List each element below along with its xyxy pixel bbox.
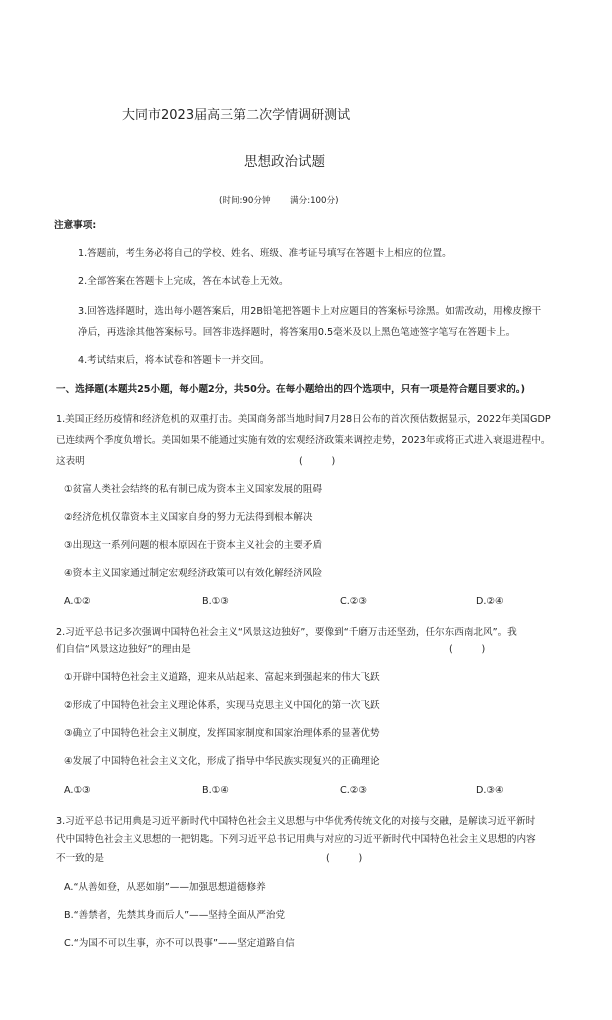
- question-text: 不一致的是: [56, 853, 104, 864]
- option: B.“善禁者，先禁其身而后人”——坚持全面从严治党: [64, 910, 286, 921]
- option: A.①③: [64, 785, 91, 796]
- notice-item: 净后，再选涂其他答案标号。回答非选择题时，将答案用0.5毫米及以上黑色笔迹签字笔写在答题卡上。: [78, 327, 516, 338]
- question-text: 2.习近平总书记多次强调中国特色社会主义“风景这边独好”，要像到“千磨万击还坚劲，任尔东西南北风”。我: [56, 627, 517, 638]
- notice-item: 1.答题前，考生务必将自己的学校、姓名、班级、准考证号填写在答题卡上相应的位置。: [78, 248, 452, 259]
- statement: ①贫富人类社会结终的私有制已成为资本主义国家发展的阻碍: [64, 484, 323, 495]
- option: A.①②: [64, 596, 91, 607]
- full-score: 满分:100分): [290, 196, 339, 206]
- answer-parenthesis: ( ): [449, 644, 486, 655]
- question-text: 1.美国正经历疫情和经济危机的双重打击。美国商务部当地时间7月28日公布的首次预估数据显示，2022年美国GDP: [56, 414, 551, 425]
- question-text: 代中国特色社会主义思想的一把钥匙。下列习近平总书记用典与对应的习近平新时代中国特色社会主义思想的内容: [56, 834, 536, 845]
- option: C.②③: [340, 596, 367, 607]
- option: C.②③: [340, 785, 367, 796]
- notice-item: 3.回答选择题时，选出每小题答案后，用2B铅笔把答题卡上对应题目的答案标号涂黑。如需改动，用橡皮擦干: [78, 306, 542, 317]
- option: B.①④: [202, 785, 229, 796]
- exam-time: (时间:90分钟: [219, 196, 271, 206]
- statement: ①开辟中国特色社会主义道路，迎来从站起来、富起来到强起来的伟大飞跃: [64, 672, 380, 683]
- notice-heading: 注意事项:: [54, 220, 97, 231]
- section-heading: 一、选择题(本题共25小题，每小题2分，共50分。在每小题给出的四个选项中，只有一项是符合题目要求的。): [56, 384, 526, 395]
- statement: ③确立了中国特色社会主义制度，发挥国家制度和国家治理体系的显著优势: [64, 728, 380, 739]
- answer-parenthesis: ( ): [326, 853, 363, 864]
- question-text: 这表明: [56, 456, 85, 467]
- statement: ②形成了中国特色社会主义理论体系，实现马克思主义中国化的第一次飞跃: [64, 700, 380, 711]
- statement: ④资本主义国家通过制定宏观经济政策可以有效化解经济风险: [64, 568, 323, 579]
- answer-parenthesis: ( ): [299, 456, 336, 467]
- option: D.③④: [476, 785, 504, 796]
- option: D.②④: [476, 596, 504, 607]
- exam-subject-title: 思想政治试题: [244, 154, 325, 170]
- notice-item: 2.全部答案在答题卡上完成，答在本试卷上无效。: [78, 276, 289, 287]
- question-text: 们自信“风景这边独好”的理由是: [56, 644, 191, 655]
- notice-item: 4.考试结束后，将本试卷和答题卡一并交回。: [78, 355, 270, 366]
- question-text: 3.习近平总书记用典是习近平新时代中国特色社会主义思想与中华优秀传统文化的对接与交融，是解读习近平新时: [56, 816, 536, 827]
- statement: ④发展了中国特色社会主义文化，形成了指导中华民族实现复兴的正确理论: [64, 756, 380, 767]
- option: A.“从善如登，从恶如崩”——加强思想道德修养: [64, 882, 266, 893]
- statement: ②经济危机仅靠资本主义国家自身的努力无法得到根本解决: [64, 512, 313, 523]
- statement: ③出现这一系列问题的根本原因在于资本主义社会的主要矛盾: [64, 540, 323, 551]
- question-text: 已连续两个季度负增长。美国如果不能通过实施有效的宏观经济政策来调控走势，2023年或将正式进入衰退进程中。: [56, 435, 551, 446]
- option: B.①③: [202, 596, 229, 607]
- option: C.“为国不可以生事，亦不可以畏事”——坚定道路自信: [64, 938, 295, 949]
- exam-school-title: 大同市2023届高三第二次学情调研测试: [122, 108, 351, 123]
